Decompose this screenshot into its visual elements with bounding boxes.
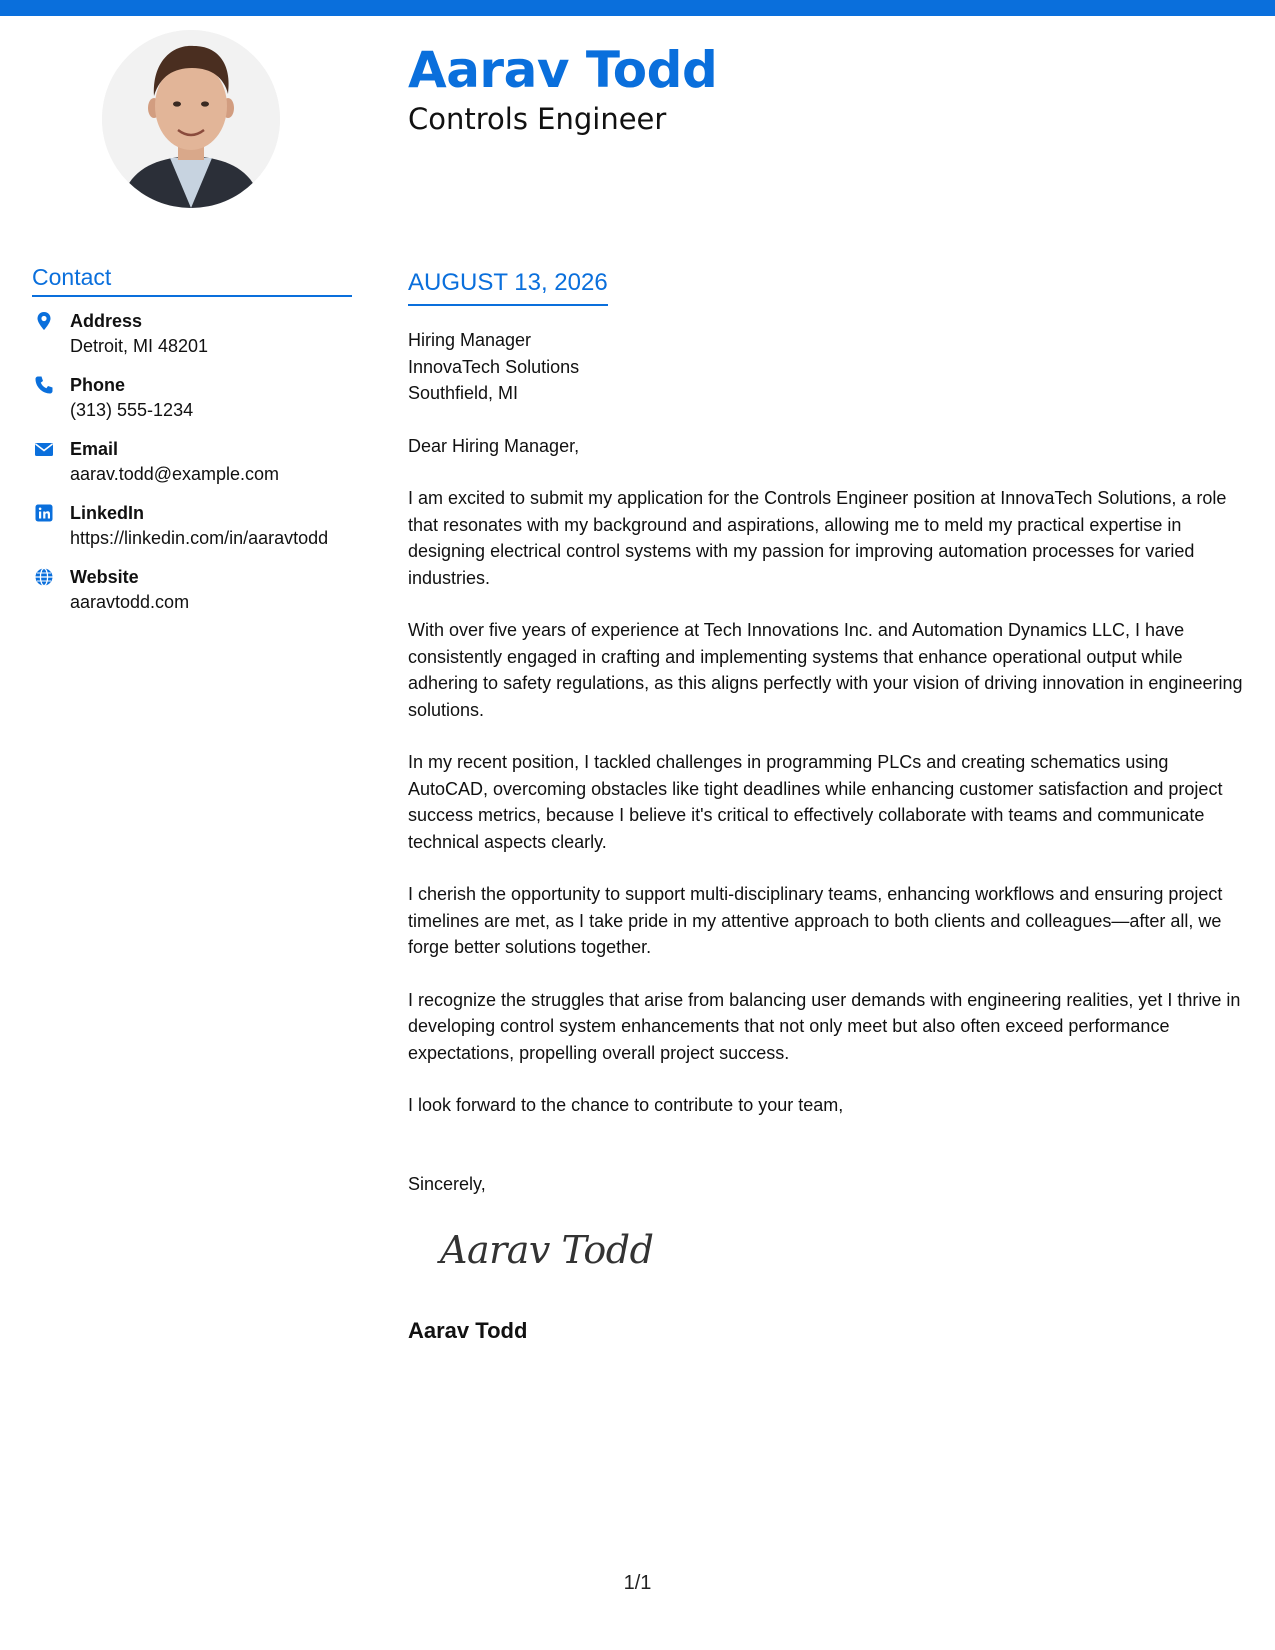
- applicant-name: Aarav Todd: [408, 41, 718, 99]
- contact-sidebar: [32, 264, 352, 629]
- letter-paragraph: I look forward to the chance to contribute to your team,: [408, 1095, 844, 1115]
- handwritten-signature: Aarav Todd: [440, 1228, 654, 1272]
- letter-paragraph: With over five years of experience at Tech Innovations Inc. and Automation Dynamics LLC, I have consistently engaged in crafting and implementing systems that enhance operational output while adhering to safety regulations, as this aligns perfectly with your vision of driving innovation in engineering solutions.: [408, 620, 1243, 720]
- letter-paragraph: In my recent position, I tackled challenges in programming PLCs and creating schematics using AutoCAD, overcoming obstacles like tight deadlines while enhancing customer satisfaction and project success metrics, because I believe it's critical to effectively collaborate with teams and communicate technical aspects clearly.: [408, 752, 1223, 852]
- job-title: Controls Engineer: [408, 102, 667, 136]
- contact-value: aarav.todd@example.com: [70, 463, 280, 484]
- recipient-line: InnovaTech Solutions: [408, 356, 580, 377]
- recipient-block: [408, 327, 1243, 407]
- profile-photo: [102, 30, 280, 208]
- contact-item-phone: [32, 373, 352, 423]
- contact-label: LinkedIn: [70, 502, 145, 523]
- globe-icon: [34, 567, 54, 587]
- contact-label: Address: [70, 310, 143, 331]
- contact-value: Detroit, MI 48201: [70, 335, 209, 356]
- envelope-icon: [34, 439, 54, 459]
- contact-label: Email: [70, 438, 119, 459]
- letter-paragraph: I am excited to submit my application for the Controls Engineer position at InnovaTech Solutions, a role that resonates with my background and aspirations, allowing me to meld my practical expertise in designing electrical control systems with my passion for improving automation processes for varied industries.: [408, 488, 1227, 588]
- contact-item-email: [32, 437, 352, 487]
- letter-body: [408, 327, 1243, 1197]
- signer-name: Aarav Todd: [408, 1318, 528, 1343]
- page-number: 1/1: [623, 1572, 652, 1594]
- contact-item-linkedin: [32, 501, 352, 551]
- greeting: Dear Hiring Manager,: [408, 435, 580, 456]
- letter-paragraph: I cherish the opportunity to support multi-disciplinary teams, enhancing workflows and ensuring project timelines are met, as I take pride in my attentive approach to both clients and colleagues—after all, we forge better solutions together.: [408, 884, 1223, 957]
- recipient-line: Hiring Manager: [408, 330, 532, 350]
- letter-date: AUGUST 13, 2026: [408, 269, 608, 306]
- contact-value: (313) 555-1234: [70, 399, 194, 420]
- letter-paragraph: I recognize the struggles that arise from balancing user demands with engineering realities, yet I thrive in developing control system enhancements that not only meet but also often exceed performance expectations, propelling overall project success.: [408, 989, 1241, 1063]
- linkedin-icon: [34, 503, 54, 523]
- contact-item-address: [32, 309, 352, 359]
- phone-icon: [34, 375, 54, 395]
- contact-label: Phone: [70, 374, 126, 395]
- contact-item-website: [32, 565, 352, 615]
- contact-heading: Contact: [32, 264, 352, 297]
- contact-label: Website: [70, 566, 139, 587]
- closing: Sincerely,: [408, 1173, 486, 1194]
- recipient-line: Southfield, MI: [408, 383, 519, 403]
- top-accent-bar: [0, 0, 1275, 16]
- contact-value[interactable]: aaravtodd.com: [70, 591, 190, 612]
- location-pin-icon: [34, 311, 54, 331]
- contact-value[interactable]: https://linkedin.com/in/aaravtodd: [70, 527, 329, 548]
